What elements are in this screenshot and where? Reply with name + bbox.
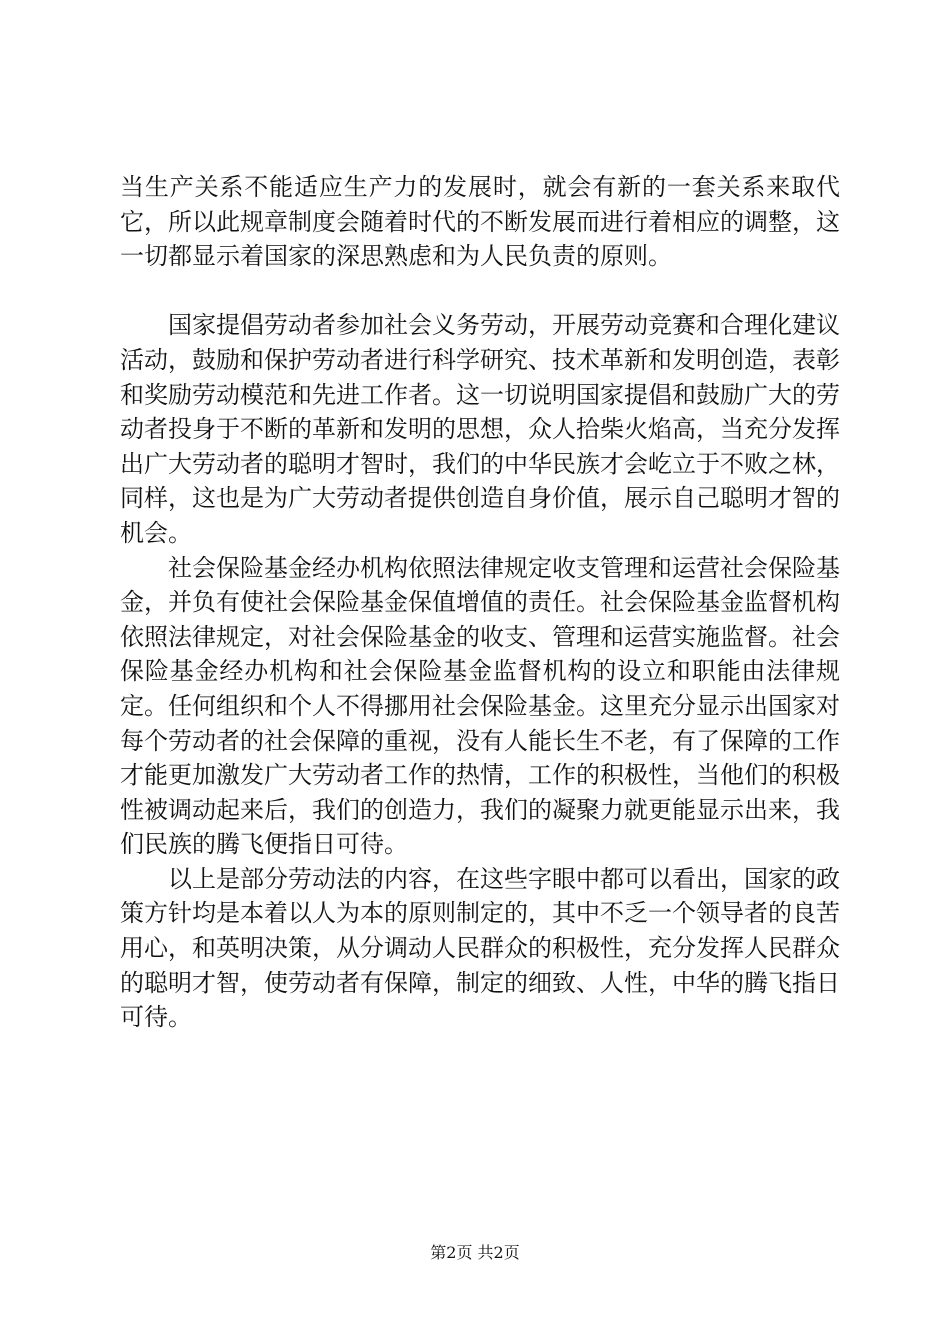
paragraph-4: 以上是部分劳动法的内容，在这些字眼中都可以看出，国家的政策方针均是本着以人为本的原则制定的，其中不乏一个领导者的良苦用心，和英明决策，从分调动人民群众的积极性，充分发挥人民群众的聪明才智，使劳动者有保障，制定的细致、人性，中华的腾飞指日可待。 bbox=[120, 864, 840, 1032]
paragraph-2: 国家提倡劳动者参加社会义务劳动，开展劳动竞赛和合理化建议活动，鼓励和保护劳动者进行科学研究、技术革新和发明创造，表彰和奖励劳动模范和先进工作者。这一切说明国家提倡和鼓励广大的劳动者投身于不断的革新和发明的思想，众人拾柴火焰高，当充分发挥出广大劳动者的聪明才智时，我们的中华民族才会屹立于不败之林，同样，这也是为广大劳动者提供创造自身价值，展示自己聪明才智的机会。 bbox=[120, 311, 840, 547]
paragraph-3: 社会保险基金经办机构依照法律规定收支管理和运营社会保险基金，并负有使社会保险基金保值增值的责任。社会保险基金监督机构依照法律规定，对社会保险基金的收支、管理和运营实施监督。社会保险基金经办机构和社会保险基金监督机构的设立和职能由法律规定。任何组织和个人不得挪用社会保险基金。这里充分显示出国家对每个劳动者的社会保障的重视，没有人能长生不老，有了保障的工作才能更加激发广大劳动者工作的热情，工作的积极性，当他们的积极性被调动起来后，我们的创造力，我们的凝聚力就更能显示出来，我们民族的腾飞便指日可待。 bbox=[120, 553, 840, 859]
paragraph-1: 当生产关系不能适应生产力的发展时，就会有新的一套关系来取代它，所以此规章制度会随着时代的不断发展而进行着相应的调整，这一切都显示着国家的深思熟虑和为人民负责的原则。 bbox=[120, 173, 840, 271]
page-number-label: 第2页 共2页 bbox=[430, 1243, 520, 1262]
page-footer bbox=[0, 1243, 950, 1263]
document-body bbox=[120, 170, 840, 1035]
